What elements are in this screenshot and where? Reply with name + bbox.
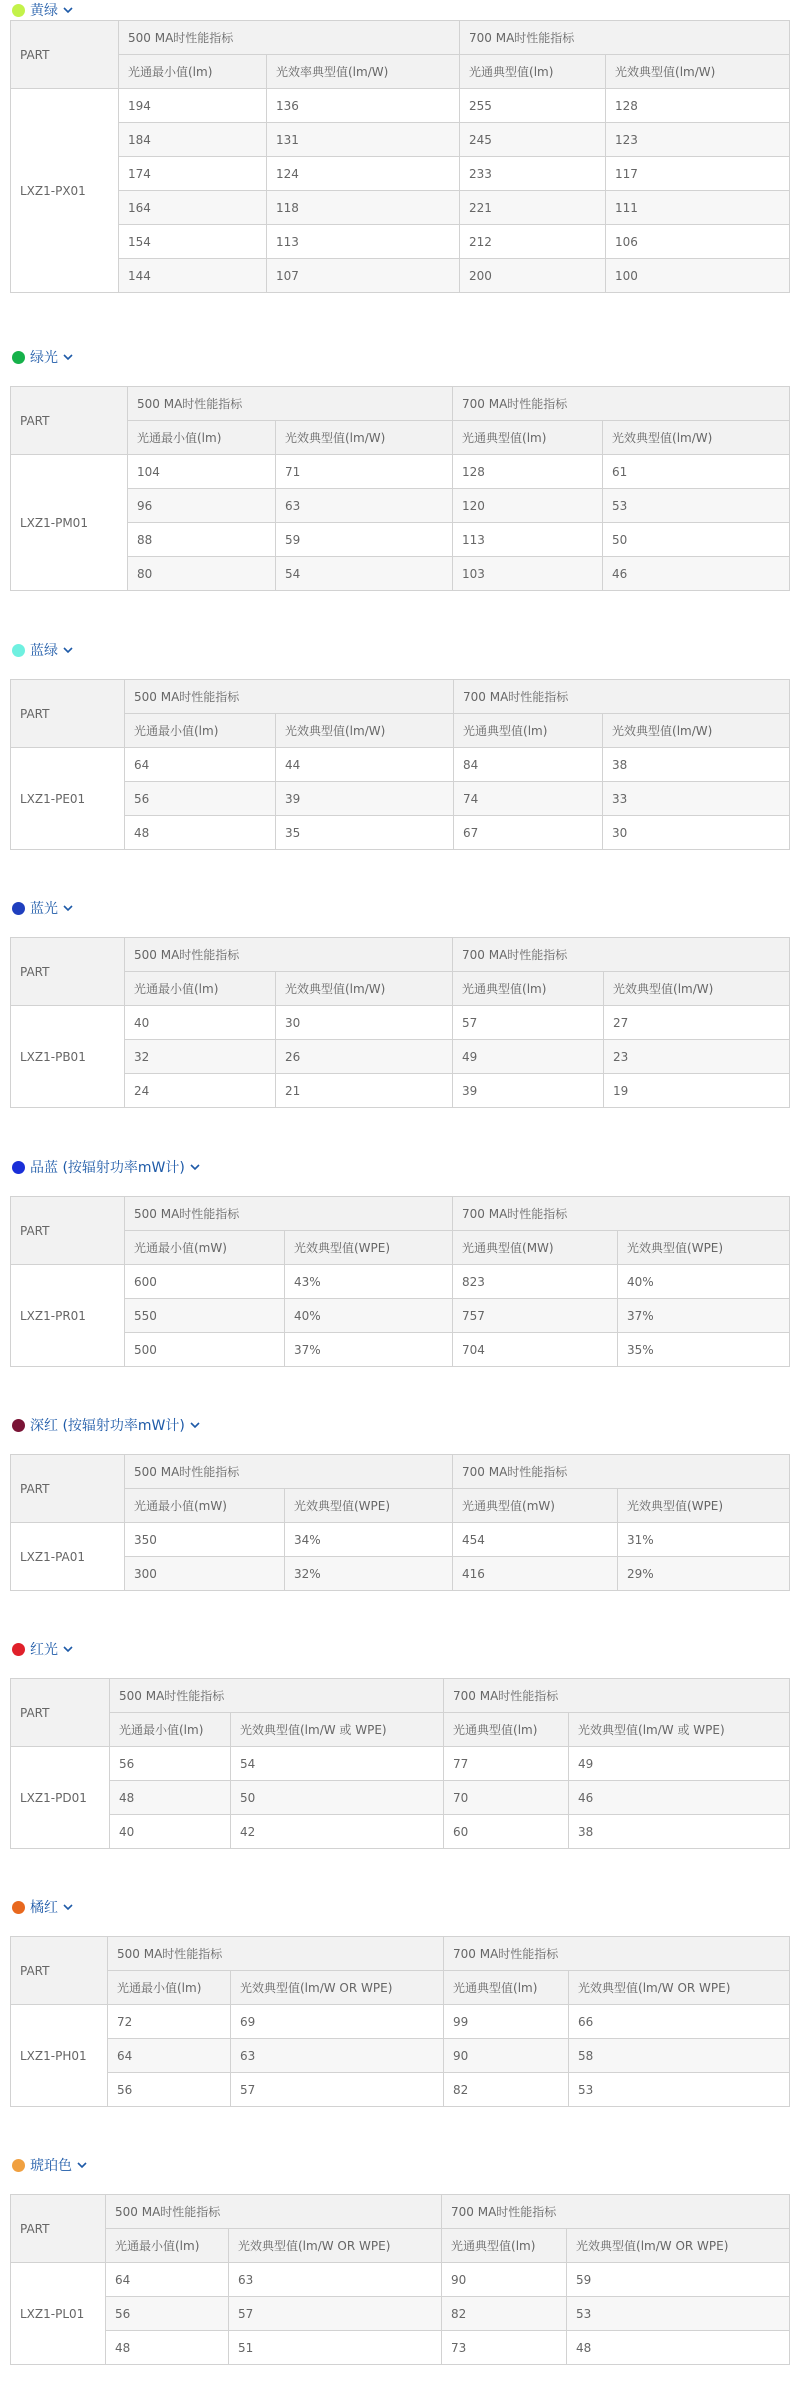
- subheader-row: [11, 1971, 790, 2005]
- value-cell: 103: [453, 557, 603, 591]
- header-row: [11, 1937, 790, 1971]
- column-header: 光通最小值(lm): [110, 1713, 231, 1747]
- part-number: LXZ1-PA01: [11, 1523, 125, 1591]
- color-dot-icon: [12, 2159, 25, 2172]
- chevron-down-icon: [61, 643, 75, 657]
- value-cell: 550: [125, 1299, 285, 1333]
- column-header: 光通典型值(mW): [453, 1489, 618, 1523]
- value-cell: 99: [444, 2005, 569, 2039]
- column-header: 光通最小值(lm): [106, 2229, 229, 2263]
- group-header-700ma: 700 MA时性能指标: [444, 1679, 790, 1713]
- chevron-down-icon: [75, 2158, 89, 2172]
- value-cell: 96: [128, 489, 276, 523]
- value-cell: 194: [119, 89, 267, 123]
- value-cell: 500: [125, 1333, 285, 1367]
- value-cell: 35%: [618, 1333, 790, 1367]
- column-header: 光通典型值(lm): [444, 1713, 569, 1747]
- column-header: 光效典型值(lm/W): [606, 55, 790, 89]
- header-row: [11, 387, 790, 421]
- value-cell: 600: [125, 1265, 285, 1299]
- column-header: 光效典型值(WPE): [618, 1231, 790, 1265]
- table-row: [11, 2263, 790, 2297]
- subheader-row: [11, 1713, 790, 1747]
- chevron-down-icon: [61, 3, 75, 17]
- value-cell: 48: [110, 1781, 231, 1815]
- part-number: LXZ1-PB01: [11, 1006, 125, 1108]
- value-cell: 144: [119, 259, 267, 293]
- value-cell: 54: [276, 557, 453, 591]
- part-number: LXZ1-PL01: [11, 2263, 106, 2365]
- value-cell: 56: [125, 782, 276, 816]
- part-header: PART: [11, 387, 128, 455]
- value-cell: 38: [603, 748, 790, 782]
- header-row: [11, 2195, 790, 2229]
- value-cell: 56: [108, 2073, 231, 2107]
- value-cell: 57: [231, 2073, 444, 2107]
- value-cell: 31%: [618, 1523, 790, 1557]
- value-cell: 64: [108, 2039, 231, 2073]
- value-cell: 54: [231, 1747, 444, 1781]
- chevron-down-icon: [61, 350, 75, 364]
- value-cell: 49: [569, 1747, 790, 1781]
- color-dot-icon: [12, 1161, 25, 1174]
- value-cell: 128: [606, 89, 790, 123]
- value-cell: 50: [603, 523, 790, 557]
- value-cell: 120: [453, 489, 603, 523]
- table-row: [11, 816, 790, 850]
- group-header-700ma: 700 MA时性能指标: [453, 1455, 790, 1489]
- column-header: 光通典型值(lm): [444, 1971, 569, 2005]
- table-row: [11, 455, 790, 489]
- spec-table: [10, 1678, 790, 1849]
- value-cell: 704: [453, 1333, 618, 1367]
- section-title: 蓝光: [30, 901, 58, 917]
- value-cell: 66: [569, 2005, 790, 2039]
- value-cell: 131: [267, 123, 460, 157]
- chevron-down-icon: [61, 1900, 75, 1914]
- group-header-700ma: 700 MA时性能指标: [454, 680, 790, 714]
- value-cell: 24: [125, 1074, 276, 1108]
- column-header: 光通典型值(lm): [453, 972, 604, 1006]
- part-header: PART: [11, 1937, 108, 2005]
- value-cell: 26: [276, 1040, 453, 1074]
- group-header-500ma: 500 MA时性能指标: [106, 2195, 442, 2229]
- section-toggle[interactable]: [12, 1897, 75, 1917]
- value-cell: 57: [453, 1006, 604, 1040]
- table-row: [11, 557, 790, 591]
- table-row: [11, 259, 790, 293]
- value-cell: 48: [106, 2331, 229, 2365]
- value-cell: 39: [453, 1074, 604, 1108]
- value-cell: 40: [125, 1006, 276, 1040]
- column-header: 光通最小值(lm): [119, 55, 267, 89]
- column-header: 光通典型值(lm): [460, 55, 606, 89]
- section-toggle[interactable]: [12, 0, 75, 20]
- value-cell: 29%: [618, 1557, 790, 1591]
- value-cell: 100: [606, 259, 790, 293]
- value-cell: 72: [108, 2005, 231, 2039]
- color-dot-icon: [12, 1643, 25, 1656]
- value-cell: 53: [603, 489, 790, 523]
- value-cell: 63: [231, 2039, 444, 2073]
- table-row: [11, 1747, 790, 1781]
- value-cell: 32: [125, 1040, 276, 1074]
- column-header: 光效典型值(WPE): [285, 1489, 453, 1523]
- value-cell: 30: [603, 816, 790, 850]
- table-row: [11, 191, 790, 225]
- value-cell: 154: [119, 225, 267, 259]
- value-cell: 50: [231, 1781, 444, 1815]
- group-header-500ma: 500 MA时性能指标: [108, 1937, 444, 1971]
- value-cell: 40: [110, 1815, 231, 1849]
- header-row: [11, 938, 790, 972]
- subheader-row: [11, 421, 790, 455]
- group-header-500ma: 500 MA时性能指标: [125, 938, 453, 972]
- chevron-down-icon: [188, 1160, 202, 1174]
- spec-table: [10, 937, 790, 1108]
- spec-table: [10, 1454, 790, 1591]
- value-cell: 212: [460, 225, 606, 259]
- value-cell: 416: [453, 1557, 618, 1591]
- value-cell: 71: [276, 455, 453, 489]
- value-cell: 44: [276, 748, 454, 782]
- value-cell: 82: [444, 2073, 569, 2107]
- value-cell: 184: [119, 123, 267, 157]
- value-cell: 221: [460, 191, 606, 225]
- group-header-500ma: 500 MA时性能指标: [125, 1197, 453, 1231]
- column-header: 光通典型值(MW): [453, 1231, 618, 1265]
- subheader-row: [11, 1489, 790, 1523]
- table-row: [11, 1074, 790, 1108]
- value-cell: 90: [444, 2039, 569, 2073]
- color-dot-icon: [12, 1901, 25, 1914]
- section-title: 红光: [30, 1642, 58, 1658]
- section-title: 绿光: [30, 350, 58, 366]
- chevron-down-icon: [61, 901, 75, 915]
- color-dot-icon: [12, 902, 25, 915]
- value-cell: 70: [444, 1781, 569, 1815]
- group-header-500ma: 500 MA时性能指标: [125, 1455, 453, 1489]
- value-cell: 74: [454, 782, 603, 816]
- value-cell: 77: [444, 1747, 569, 1781]
- value-cell: 48: [125, 816, 276, 850]
- table-row: [11, 1299, 790, 1333]
- value-cell: 136: [267, 89, 460, 123]
- section-title: 深红 (按辐射功率mW计): [30, 1418, 185, 1434]
- value-cell: 43%: [285, 1265, 453, 1299]
- value-cell: 118: [267, 191, 460, 225]
- value-cell: 255: [460, 89, 606, 123]
- value-cell: 46: [569, 1781, 790, 1815]
- value-cell: 104: [128, 455, 276, 489]
- value-cell: 60: [444, 1815, 569, 1849]
- column-header: 光效典型值(lm/W): [603, 421, 790, 455]
- column-header: 光效典型值(lm/W OR WPE): [569, 1971, 790, 2005]
- group-header-700ma: 700 MA时性能指标: [453, 387, 790, 421]
- group-header-500ma: 500 MA时性能指标: [128, 387, 453, 421]
- header-row: [11, 680, 790, 714]
- value-cell: 49: [453, 1040, 604, 1074]
- column-header: 光通典型值(lm): [454, 714, 603, 748]
- value-cell: 34%: [285, 1523, 453, 1557]
- value-cell: 174: [119, 157, 267, 191]
- value-cell: 82: [442, 2297, 567, 2331]
- column-header: 光通典型值(lm): [453, 421, 603, 455]
- table-row: [11, 2073, 790, 2107]
- table-row: [11, 489, 790, 523]
- table-row: [11, 123, 790, 157]
- table-row: [11, 1523, 790, 1557]
- column-header: 光效典型值(lm/W): [276, 421, 453, 455]
- value-cell: 40%: [285, 1299, 453, 1333]
- column-header: 光通最小值(mW): [125, 1489, 285, 1523]
- value-cell: 37%: [618, 1299, 790, 1333]
- value-cell: 40%: [618, 1265, 790, 1299]
- table-row: [11, 2039, 790, 2073]
- value-cell: 300: [125, 1557, 285, 1591]
- value-cell: 80: [128, 557, 276, 591]
- column-header: 光通最小值(lm): [128, 421, 276, 455]
- column-header: 光效典型值(WPE): [285, 1231, 453, 1265]
- table-row: [11, 225, 790, 259]
- color-dot-icon: [12, 1419, 25, 1432]
- value-cell: 67: [454, 816, 603, 850]
- part-number: LXZ1-PR01: [11, 1265, 125, 1367]
- value-cell: 113: [267, 225, 460, 259]
- column-header: 光通最小值(lm): [125, 714, 276, 748]
- value-cell: 59: [276, 523, 453, 557]
- value-cell: 107: [267, 259, 460, 293]
- value-cell: 48: [567, 2331, 790, 2365]
- value-cell: 123: [606, 123, 790, 157]
- value-cell: 51: [229, 2331, 442, 2365]
- header-row: [11, 21, 790, 55]
- part-number: LXZ1-PX01: [11, 89, 119, 293]
- value-cell: 200: [460, 259, 606, 293]
- part-number: LXZ1-PD01: [11, 1747, 110, 1849]
- value-cell: 245: [460, 123, 606, 157]
- group-header-500ma: 500 MA时性能指标: [110, 1679, 444, 1713]
- value-cell: 56: [106, 2297, 229, 2331]
- subheader-row: [11, 714, 790, 748]
- part-number: LXZ1-PE01: [11, 748, 125, 850]
- header-row: [11, 1455, 790, 1489]
- part-header: PART: [11, 938, 125, 1006]
- table-row: [11, 1006, 790, 1040]
- column-header: 光效典型值(lm/W): [276, 714, 454, 748]
- value-cell: 64: [106, 2263, 229, 2297]
- subheader-row: [11, 55, 790, 89]
- part-header: PART: [11, 1197, 125, 1265]
- value-cell: 61: [603, 455, 790, 489]
- value-cell: 124: [267, 157, 460, 191]
- table-row: [11, 1815, 790, 1849]
- value-cell: 53: [569, 2073, 790, 2107]
- table-row: [11, 2005, 790, 2039]
- color-dot-icon: [12, 644, 25, 657]
- value-cell: 57: [229, 2297, 442, 2331]
- section-toggle[interactable]: [12, 898, 75, 918]
- value-cell: 19: [604, 1074, 790, 1108]
- value-cell: 59: [567, 2263, 790, 2297]
- spec-table: [10, 20, 790, 293]
- header-row: [11, 1679, 790, 1713]
- subheader-row: [11, 2229, 790, 2263]
- value-cell: 73: [442, 2331, 567, 2365]
- section-toggle[interactable]: [12, 640, 75, 660]
- value-cell: 42: [231, 1815, 444, 1849]
- section-title: 橘红: [30, 1900, 58, 1916]
- value-cell: 823: [453, 1265, 618, 1299]
- value-cell: 35: [276, 816, 454, 850]
- column-header: 光效典型值(lm/W): [604, 972, 790, 1006]
- column-header: 光通典型值(lm): [442, 2229, 567, 2263]
- part-number: LXZ1-PM01: [11, 455, 128, 591]
- table-row: [11, 748, 790, 782]
- table-row: [11, 2331, 790, 2365]
- spec-table: [10, 2194, 790, 2365]
- spec-table: [10, 1936, 790, 2107]
- value-cell: 84: [454, 748, 603, 782]
- value-cell: 23: [604, 1040, 790, 1074]
- section-title: 琥珀色: [30, 2158, 72, 2174]
- value-cell: 90: [442, 2263, 567, 2297]
- column-header: 光效率典型值(lm/W): [267, 55, 460, 89]
- part-number: LXZ1-PH01: [11, 2005, 108, 2107]
- group-header-700ma: 700 MA时性能指标: [442, 2195, 790, 2229]
- column-header: 光效典型值(lm/W OR WPE): [229, 2229, 442, 2263]
- part-header: PART: [11, 1455, 125, 1523]
- part-header: PART: [11, 1679, 110, 1747]
- column-header: 光效典型值(lm/W OR WPE): [231, 1971, 444, 2005]
- value-cell: 64: [125, 748, 276, 782]
- value-cell: 233: [460, 157, 606, 191]
- value-cell: 111: [606, 191, 790, 225]
- table-row: [11, 1040, 790, 1074]
- column-header: 光效典型值(lm/W 或 WPE): [569, 1713, 790, 1747]
- column-header: 光效典型值(lm/W 或 WPE): [231, 1713, 444, 1747]
- column-header: 光通最小值(lm): [108, 1971, 231, 2005]
- spec-table: [10, 386, 790, 591]
- value-cell: 53: [567, 2297, 790, 2331]
- section-toggle[interactable]: [12, 347, 75, 367]
- value-cell: 113: [453, 523, 603, 557]
- value-cell: 88: [128, 523, 276, 557]
- group-header-500ma: 500 MA时性能指标: [125, 680, 454, 714]
- section-title: 黄绿: [30, 3, 58, 19]
- section-toggle[interactable]: [12, 1157, 202, 1177]
- column-header: 光通最小值(lm): [125, 972, 276, 1006]
- value-cell: 32%: [285, 1557, 453, 1591]
- column-header: 光效典型值(lm/W OR WPE): [567, 2229, 790, 2263]
- value-cell: 46: [603, 557, 790, 591]
- value-cell: 454: [453, 1523, 618, 1557]
- section-toggle[interactable]: [12, 2155, 89, 2175]
- spec-table: [10, 1196, 790, 1367]
- value-cell: 350: [125, 1523, 285, 1557]
- part-header: PART: [11, 2195, 106, 2263]
- chevron-down-icon: [61, 1642, 75, 1656]
- table-row: [11, 1557, 790, 1591]
- table-row: [11, 89, 790, 123]
- table-row: [11, 523, 790, 557]
- section-title: 蓝绿: [30, 643, 58, 659]
- color-dot-icon: [12, 351, 25, 364]
- group-header-700ma: 700 MA时性能指标: [453, 938, 790, 972]
- column-header: 光效典型值(lm/W): [603, 714, 790, 748]
- section-toggle[interactable]: [12, 1415, 202, 1435]
- table-row: [11, 1265, 790, 1299]
- value-cell: 58: [569, 2039, 790, 2073]
- value-cell: 56: [110, 1747, 231, 1781]
- value-cell: 38: [569, 1815, 790, 1849]
- part-header: PART: [11, 680, 125, 748]
- value-cell: 63: [229, 2263, 442, 2297]
- group-header-700ma: 700 MA时性能指标: [453, 1197, 790, 1231]
- value-cell: 27: [604, 1006, 790, 1040]
- value-cell: 21: [276, 1074, 453, 1108]
- value-cell: 69: [231, 2005, 444, 2039]
- subheader-row: [11, 972, 790, 1006]
- table-row: [11, 1333, 790, 1367]
- header-row: [11, 1197, 790, 1231]
- chevron-down-icon: [188, 1418, 202, 1432]
- table-row: [11, 157, 790, 191]
- column-header: 光效典型值(WPE): [618, 1489, 790, 1523]
- table-row: [11, 1781, 790, 1815]
- color-dot-icon: [12, 4, 25, 17]
- value-cell: 39: [276, 782, 454, 816]
- group-header-700ma: 700 MA时性能指标: [460, 21, 790, 55]
- value-cell: 117: [606, 157, 790, 191]
- value-cell: 37%: [285, 1333, 453, 1367]
- group-header-500ma: 500 MA时性能指标: [119, 21, 460, 55]
- part-header: PART: [11, 21, 119, 89]
- table-row: [11, 2297, 790, 2331]
- group-header-700ma: 700 MA时性能指标: [444, 1937, 790, 1971]
- section-title: 品蓝 (按辐射功率mW计): [30, 1160, 185, 1176]
- value-cell: 106: [606, 225, 790, 259]
- value-cell: 33: [603, 782, 790, 816]
- section-toggle[interactable]: [12, 1639, 75, 1659]
- column-header: 光效典型值(lm/W): [276, 972, 453, 1006]
- subheader-row: [11, 1231, 790, 1265]
- value-cell: 128: [453, 455, 603, 489]
- spec-table: [10, 679, 790, 850]
- value-cell: 63: [276, 489, 453, 523]
- table-row: [11, 782, 790, 816]
- value-cell: 757: [453, 1299, 618, 1333]
- column-header: 光通最小值(mW): [125, 1231, 285, 1265]
- value-cell: 164: [119, 191, 267, 225]
- value-cell: 30: [276, 1006, 453, 1040]
